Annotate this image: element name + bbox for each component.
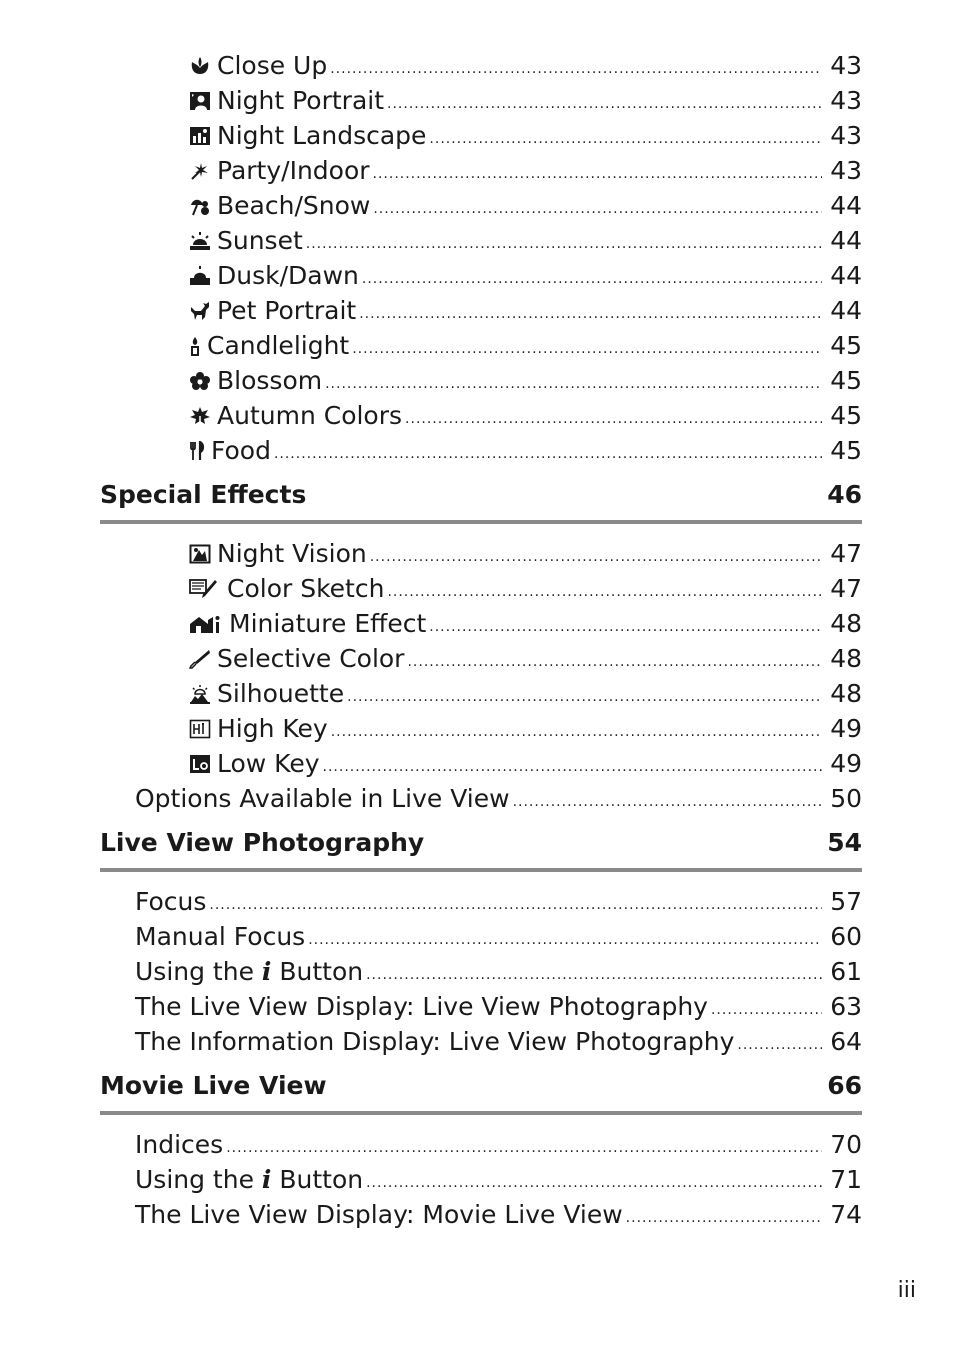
entry-page: 60 bbox=[830, 922, 862, 951]
close-up-icon bbox=[189, 56, 211, 76]
entry-page: 43 bbox=[830, 121, 862, 150]
leader-dots bbox=[429, 610, 822, 645]
entry-page: 44 bbox=[830, 226, 862, 255]
color-sketch-icon bbox=[189, 579, 219, 599]
toc-entry-indices[interactable] bbox=[100, 1127, 862, 1162]
entry-title: Candlelight bbox=[207, 331, 350, 360]
entry-page: 64 bbox=[830, 1027, 862, 1056]
candlelight-icon bbox=[189, 336, 201, 356]
entry-page: 49 bbox=[830, 714, 862, 743]
leader-dots bbox=[387, 575, 822, 610]
leader-dots bbox=[352, 332, 822, 367]
toc-entry-live-view-display-photo[interactable] bbox=[100, 989, 862, 1024]
selective-color-icon bbox=[189, 649, 211, 669]
entry-page: 44 bbox=[830, 191, 862, 220]
entry-title-post: Button bbox=[271, 1165, 364, 1194]
entry-page: 44 bbox=[830, 296, 862, 325]
entry-title: Blossom bbox=[217, 366, 323, 395]
toc-entry-miniature-effect[interactable] bbox=[100, 606, 862, 641]
leader-dots bbox=[274, 437, 822, 472]
entry-page: 45 bbox=[830, 331, 862, 360]
party-indoor-icon bbox=[189, 161, 211, 181]
entry-title: Food bbox=[211, 436, 271, 465]
entry-title: Miniature Effect bbox=[229, 609, 427, 638]
toc-entry-food[interactable] bbox=[100, 433, 862, 468]
entry-title bbox=[135, 954, 363, 989]
entry-page: 43 bbox=[830, 156, 862, 185]
blossom-icon bbox=[189, 371, 211, 391]
leader-dots bbox=[405, 402, 822, 437]
section-title: Special Effects bbox=[100, 480, 307, 509]
leader-dots bbox=[513, 785, 822, 820]
leader-dots bbox=[373, 192, 822, 227]
autumn-colors-icon bbox=[189, 406, 211, 426]
leader-dots bbox=[347, 680, 822, 715]
entry-title: Low Key bbox=[217, 749, 320, 778]
leader-dots bbox=[387, 87, 822, 122]
night-landscape-icon bbox=[189, 126, 211, 146]
leader-dots bbox=[306, 227, 822, 262]
i-button-icon: i bbox=[261, 957, 272, 986]
entry-page: 63 bbox=[830, 992, 862, 1021]
i-button-icon: i bbox=[261, 1165, 272, 1194]
entry-page: 70 bbox=[830, 1130, 862, 1159]
entry-page: 45 bbox=[830, 436, 862, 465]
page-number: iii bbox=[897, 1278, 916, 1303]
entry-page: 61 bbox=[830, 957, 862, 986]
toc-entry-night-landscape[interactable] bbox=[100, 118, 862, 153]
entry-title: Options Available in Live View bbox=[135, 784, 510, 813]
toc-entry-pet-portrait[interactable] bbox=[100, 293, 862, 328]
entry-title: Night Portrait bbox=[217, 86, 385, 115]
leader-dots bbox=[626, 1201, 822, 1236]
entry-title: Sunset bbox=[217, 226, 303, 255]
entry-title: The Live View Display: Live View Photography bbox=[135, 992, 708, 1021]
dusk-dawn-icon bbox=[189, 266, 211, 286]
low-key-icon bbox=[189, 754, 211, 774]
leader-dots bbox=[370, 540, 822, 575]
entry-title: Silhouette bbox=[217, 679, 345, 708]
entry-title: Selective Color bbox=[217, 644, 405, 673]
leader-dots bbox=[330, 52, 822, 87]
scene-mode-list bbox=[100, 48, 862, 468]
entry-title: Indices bbox=[135, 1130, 224, 1159]
toc-entry-close-up[interactable] bbox=[100, 48, 862, 83]
silhouette-icon bbox=[189, 684, 211, 704]
entry-title-pre: Using the bbox=[135, 957, 262, 986]
entry-title: Autumn Colors bbox=[217, 401, 403, 430]
high-key-icon bbox=[189, 719, 211, 739]
leader-dots bbox=[359, 297, 822, 332]
leader-dots bbox=[209, 888, 822, 923]
entry-page: 48 bbox=[830, 644, 862, 673]
toc-entry-selective-color[interactable] bbox=[100, 641, 862, 676]
leader-dots bbox=[323, 750, 822, 785]
entry-page: 48 bbox=[830, 679, 862, 708]
entry-page: 48 bbox=[830, 609, 862, 638]
toc-entry-high-key[interactable] bbox=[100, 711, 862, 746]
entry-page: 57 bbox=[830, 887, 862, 916]
toc-entry-party-indoor[interactable] bbox=[100, 153, 862, 188]
toc-entry-night-portrait[interactable] bbox=[100, 83, 862, 118]
entry-title: The Information Display: Live View Photography bbox=[135, 1027, 735, 1056]
leader-dots bbox=[737, 1028, 822, 1063]
entry-title-post: Button bbox=[271, 957, 364, 986]
night-vision-icon bbox=[189, 544, 211, 564]
toc-entry-silhouette[interactable] bbox=[100, 676, 862, 711]
section-page: 54 bbox=[827, 828, 862, 857]
entry-page: 43 bbox=[830, 51, 862, 80]
entry-page: 45 bbox=[830, 401, 862, 430]
toc-entry-options-live-view[interactable] bbox=[100, 781, 862, 816]
toc-entry-blossom[interactable] bbox=[100, 363, 862, 398]
entry-title: Night Landscape bbox=[217, 121, 427, 150]
entry-title: The Live View Display: Movie Live View bbox=[135, 1200, 623, 1229]
entry-page: 50 bbox=[830, 784, 862, 813]
miniature-effect-icon bbox=[189, 614, 221, 634]
toc-entry-focus[interactable] bbox=[100, 884, 862, 919]
beach-snow-icon bbox=[189, 196, 211, 216]
leader-dots bbox=[366, 1166, 822, 1201]
entry-title: Night Vision bbox=[217, 539, 367, 568]
entry-title bbox=[135, 1162, 363, 1197]
night-portrait-icon bbox=[189, 91, 211, 111]
toc-entry-live-view-display-movie[interactable] bbox=[100, 1197, 862, 1232]
entry-page: 44 bbox=[830, 261, 862, 290]
leader-dots bbox=[373, 157, 822, 192]
toc-entry-autumn-colors[interactable] bbox=[100, 398, 862, 433]
toc-entry-manual-focus[interactable] bbox=[100, 919, 862, 954]
entry-page: 47 bbox=[830, 574, 862, 603]
food-icon bbox=[189, 441, 205, 461]
toc-entry-color-sketch[interactable] bbox=[100, 571, 862, 606]
leader-dots bbox=[366, 958, 822, 993]
toc-entry-beach-snow[interactable] bbox=[100, 188, 862, 223]
section-title: Movie Live View bbox=[100, 1071, 327, 1100]
entry-page: 47 bbox=[830, 539, 862, 568]
entry-title: High Key bbox=[217, 714, 328, 743]
live-view-list bbox=[100, 884, 862, 1059]
entry-title: Focus bbox=[135, 887, 207, 916]
special-effects-list bbox=[100, 536, 862, 816]
pet-portrait-icon bbox=[189, 301, 211, 321]
table-of-contents bbox=[100, 48, 862, 1232]
toc-entry-using-i-button[interactable] bbox=[100, 954, 862, 989]
section-heading-special-effects[interactable] bbox=[100, 478, 862, 524]
leader-dots bbox=[362, 262, 822, 297]
toc-entry-candlelight[interactable] bbox=[100, 328, 862, 363]
toc-entry-dusk-dawn[interactable] bbox=[100, 258, 862, 293]
section-page: 46 bbox=[827, 480, 862, 509]
section-heading-live-view-photography[interactable] bbox=[100, 826, 862, 872]
entry-page: 49 bbox=[830, 749, 862, 778]
section-heading-movie-live-view[interactable] bbox=[100, 1069, 862, 1115]
sunset-icon bbox=[189, 231, 211, 251]
leader-dots bbox=[331, 715, 822, 750]
leader-dots bbox=[429, 122, 822, 157]
entry-page: 43 bbox=[830, 86, 862, 115]
leader-dots bbox=[711, 993, 822, 1028]
toc-entry-night-vision[interactable] bbox=[100, 536, 862, 571]
entry-page: 74 bbox=[830, 1200, 862, 1229]
movie-live-view-list bbox=[100, 1127, 862, 1232]
toc-entry-low-key[interactable] bbox=[100, 746, 862, 781]
section-page: 66 bbox=[827, 1071, 862, 1100]
toc-entry-using-i-button-movie[interactable] bbox=[100, 1162, 862, 1197]
leader-dots bbox=[407, 645, 822, 680]
entry-title: Color Sketch bbox=[227, 574, 385, 603]
entry-title: Pet Portrait bbox=[217, 296, 357, 325]
entry-page: 71 bbox=[830, 1165, 862, 1194]
section-title: Live View Photography bbox=[100, 828, 425, 857]
leader-dots bbox=[325, 367, 822, 402]
toc-entry-sunset[interactable] bbox=[100, 223, 862, 258]
entry-title: Beach/Snow bbox=[217, 191, 371, 220]
entry-title-pre: Using the bbox=[135, 1165, 262, 1194]
entry-title: Manual Focus bbox=[135, 922, 306, 951]
toc-entry-information-display-photo[interactable] bbox=[100, 1024, 862, 1059]
entry-title: Dusk/Dawn bbox=[217, 261, 359, 290]
entry-title: Close Up bbox=[217, 51, 328, 80]
leader-dots bbox=[226, 1131, 822, 1166]
entry-page: 45 bbox=[830, 366, 862, 395]
entry-title: Party/Indoor bbox=[217, 156, 370, 185]
leader-dots bbox=[308, 923, 822, 958]
